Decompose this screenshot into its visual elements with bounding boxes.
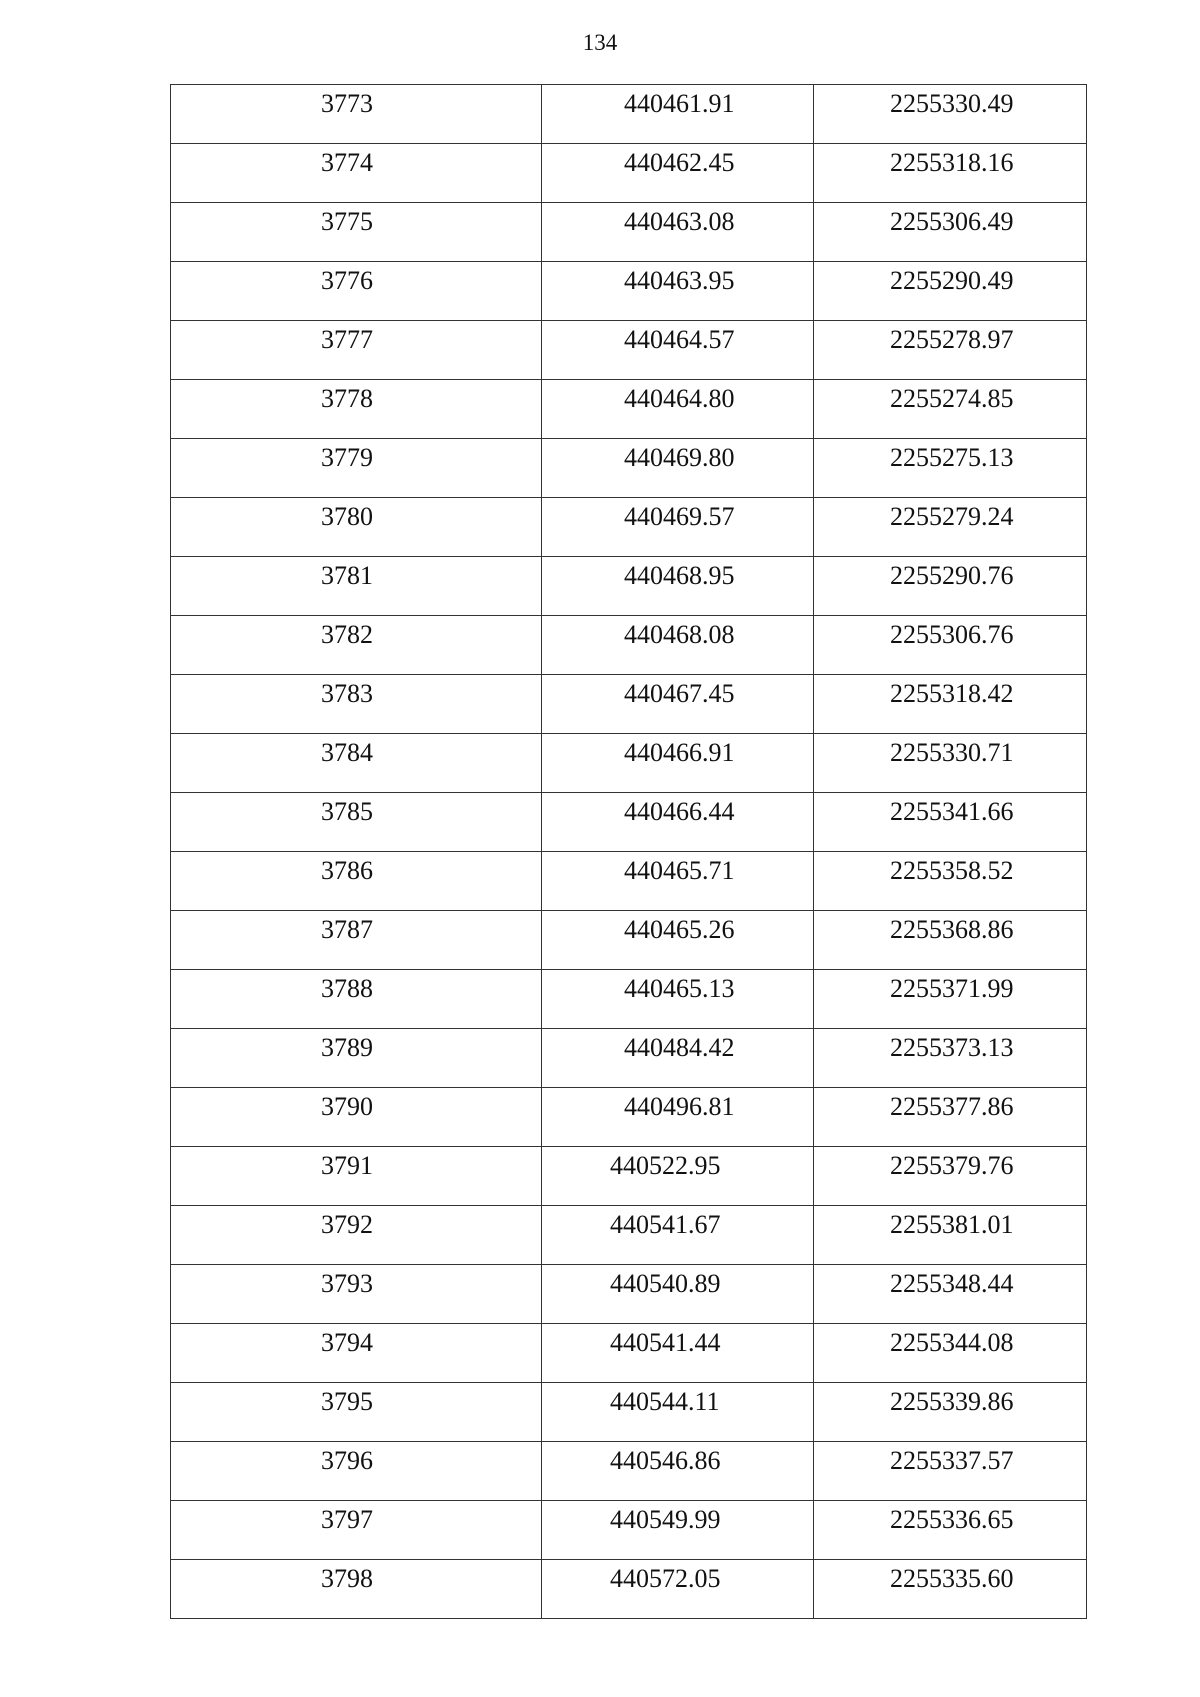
y-coordinate-cell: 2255279.24 xyxy=(814,498,1087,557)
x-coordinate-cell: 440522.95 xyxy=(542,1147,814,1206)
table-row xyxy=(171,203,1087,262)
table-row xyxy=(171,852,1087,911)
y-coordinate-cell: 2255358.52 xyxy=(814,852,1087,911)
x-coordinate-cell: 440544.11 xyxy=(542,1383,814,1442)
x-coordinate-cell: 440464.80 xyxy=(542,380,814,439)
table-row xyxy=(171,1442,1087,1501)
x-coordinate-cell: 440465.26 xyxy=(542,911,814,970)
x-coordinate-cell: 440465.13 xyxy=(542,970,814,1029)
y-coordinate-cell: 2255368.86 xyxy=(814,911,1087,970)
y-coordinate-cell: 2255335.60 xyxy=(814,1560,1087,1619)
y-coordinate-cell: 2255275.13 xyxy=(814,439,1087,498)
x-coordinate-cell: 440469.80 xyxy=(542,439,814,498)
point-id-cell: 3787 xyxy=(171,911,542,970)
table-row xyxy=(171,439,1087,498)
y-coordinate-cell: 2255318.16 xyxy=(814,144,1087,203)
table-row xyxy=(171,1206,1087,1265)
y-coordinate-cell: 2255306.76 xyxy=(814,616,1087,675)
y-coordinate-cell: 2255274.85 xyxy=(814,380,1087,439)
point-id-cell: 3779 xyxy=(171,439,542,498)
y-coordinate-cell: 2255306.49 xyxy=(814,203,1087,262)
x-coordinate-cell: 440572.05 xyxy=(542,1560,814,1619)
y-coordinate-cell: 2255344.08 xyxy=(814,1324,1087,1383)
x-coordinate-cell: 440464.57 xyxy=(542,321,814,380)
point-id-cell: 3778 xyxy=(171,380,542,439)
point-id-cell: 3783 xyxy=(171,675,542,734)
y-coordinate-cell: 2255377.86 xyxy=(814,1088,1087,1147)
point-id-cell: 3782 xyxy=(171,616,542,675)
table-row xyxy=(171,616,1087,675)
table-row xyxy=(171,1265,1087,1324)
point-id-cell: 3775 xyxy=(171,203,542,262)
point-id-cell: 3785 xyxy=(171,793,542,852)
x-coordinate-cell: 440468.08 xyxy=(542,616,814,675)
point-id-cell: 3788 xyxy=(171,970,542,1029)
x-coordinate-cell: 440462.45 xyxy=(542,144,814,203)
point-id-cell: 3776 xyxy=(171,262,542,321)
table-row xyxy=(171,1383,1087,1442)
table-row xyxy=(171,262,1087,321)
table-row xyxy=(171,911,1087,970)
table-row xyxy=(171,557,1087,616)
table-row xyxy=(171,1560,1087,1619)
point-id-cell: 3797 xyxy=(171,1501,542,1560)
point-id-cell: 3796 xyxy=(171,1442,542,1501)
y-coordinate-cell: 2255330.71 xyxy=(814,734,1087,793)
x-coordinate-cell: 440549.99 xyxy=(542,1501,814,1560)
point-id-cell: 3790 xyxy=(171,1088,542,1147)
table-row xyxy=(171,793,1087,852)
x-coordinate-cell: 440465.71 xyxy=(542,852,814,911)
y-coordinate-cell: 2255373.13 xyxy=(814,1029,1087,1088)
point-id-cell: 3777 xyxy=(171,321,542,380)
y-coordinate-cell: 2255339.86 xyxy=(814,1383,1087,1442)
point-id-cell: 3795 xyxy=(171,1383,542,1442)
point-id-cell: 3773 xyxy=(171,85,542,144)
x-coordinate-cell: 440468.95 xyxy=(542,557,814,616)
y-coordinate-cell: 2255330.49 xyxy=(814,85,1087,144)
table-row xyxy=(171,1324,1087,1383)
table-row xyxy=(171,675,1087,734)
x-coordinate-cell: 440463.95 xyxy=(542,262,814,321)
coordinates-table-body xyxy=(171,85,1087,1619)
y-coordinate-cell: 2255278.97 xyxy=(814,321,1087,380)
y-coordinate-cell: 2255379.76 xyxy=(814,1147,1087,1206)
page-number: 134 xyxy=(582,30,618,55)
table-row xyxy=(171,321,1087,380)
y-coordinate-cell: 2255337.57 xyxy=(814,1442,1087,1501)
point-id-cell: 3791 xyxy=(171,1147,542,1206)
point-id-cell: 3784 xyxy=(171,734,542,793)
x-coordinate-cell: 440484.42 xyxy=(542,1029,814,1088)
table-row xyxy=(171,380,1087,439)
point-id-cell: 3798 xyxy=(171,1560,542,1619)
x-coordinate-cell: 440466.44 xyxy=(542,793,814,852)
x-coordinate-cell: 440541.44 xyxy=(542,1324,814,1383)
x-coordinate-cell: 440466.91 xyxy=(542,734,814,793)
point-id-cell: 3792 xyxy=(171,1206,542,1265)
table-row xyxy=(171,970,1087,1029)
y-coordinate-cell: 2255341.66 xyxy=(814,793,1087,852)
point-id-cell: 3789 xyxy=(171,1029,542,1088)
table-row xyxy=(171,734,1087,793)
table-row xyxy=(171,1029,1087,1088)
point-id-cell: 3774 xyxy=(171,144,542,203)
point-id-cell: 3793 xyxy=(171,1265,542,1324)
table-row xyxy=(171,498,1087,557)
x-coordinate-cell: 440467.45 xyxy=(542,675,814,734)
x-coordinate-cell: 440463.08 xyxy=(542,203,814,262)
y-coordinate-cell: 2255290.76 xyxy=(814,557,1087,616)
point-id-cell: 3786 xyxy=(171,852,542,911)
table-row xyxy=(171,1147,1087,1206)
table-row xyxy=(171,1088,1087,1147)
x-coordinate-cell: 440496.81 xyxy=(542,1088,814,1147)
y-coordinate-cell: 2255371.99 xyxy=(814,970,1087,1029)
x-coordinate-cell: 440469.57 xyxy=(542,498,814,557)
coordinates-table xyxy=(170,84,1087,1619)
x-coordinate-cell: 440541.67 xyxy=(542,1206,814,1265)
x-coordinate-cell: 440461.91 xyxy=(542,85,814,144)
y-coordinate-cell: 2255290.49 xyxy=(814,262,1087,321)
table-row xyxy=(171,85,1087,144)
y-coordinate-cell: 2255318.42 xyxy=(814,675,1087,734)
y-coordinate-cell: 2255348.44 xyxy=(814,1265,1087,1324)
table-row xyxy=(171,144,1087,203)
x-coordinate-cell: 440546.86 xyxy=(542,1442,814,1501)
point-id-cell: 3794 xyxy=(171,1324,542,1383)
y-coordinate-cell: 2255336.65 xyxy=(814,1501,1087,1560)
point-id-cell: 3781 xyxy=(171,557,542,616)
y-coordinate-cell: 2255381.01 xyxy=(814,1206,1087,1265)
point-id-cell: 3780 xyxy=(171,498,542,557)
x-coordinate-cell: 440540.89 xyxy=(542,1265,814,1324)
table-row xyxy=(171,1501,1087,1560)
